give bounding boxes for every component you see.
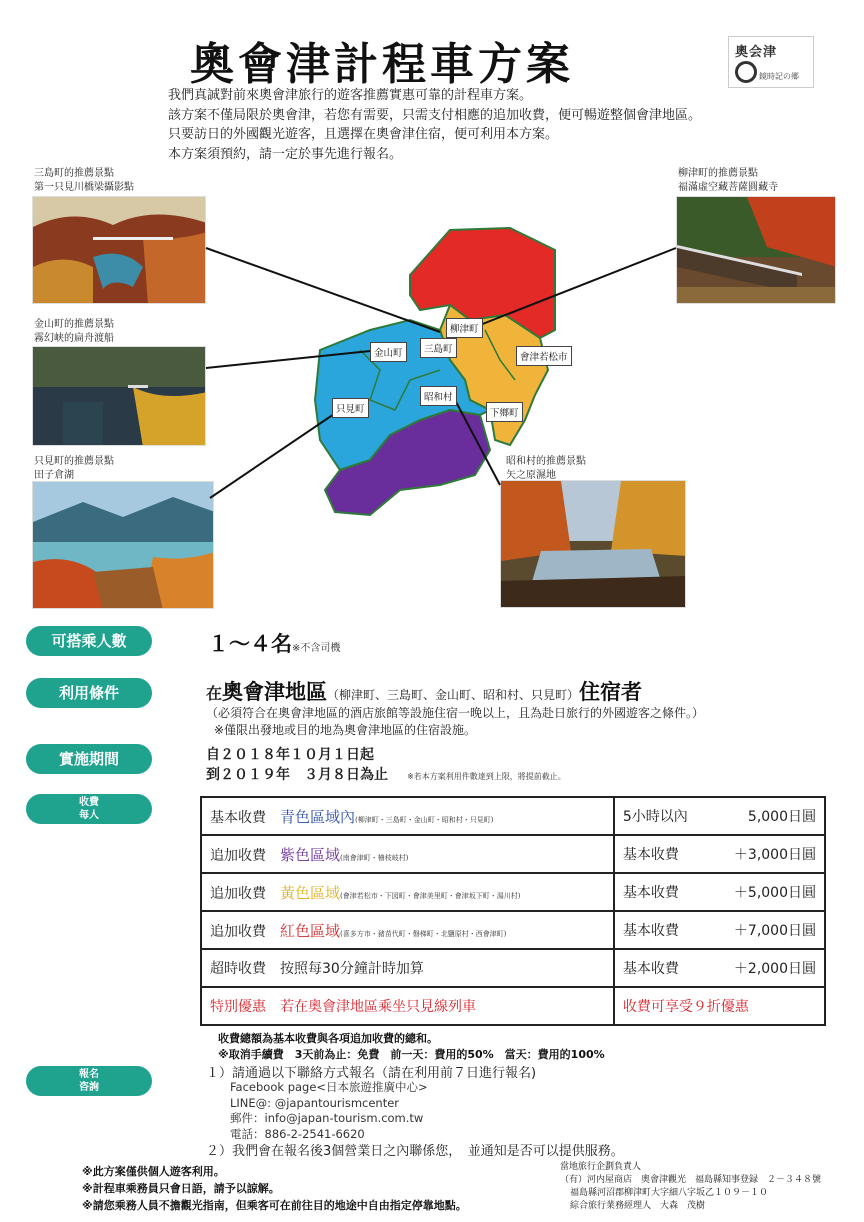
logo-sub: 鏡時記の郷 bbox=[759, 72, 799, 81]
capacity-value: １～４名※不含司機 bbox=[208, 632, 341, 656]
conditions-label-pill: 利用條件 bbox=[26, 678, 152, 708]
map-label-shimogo: 下鄉町 bbox=[486, 402, 523, 422]
intro-line: 我們真誠對前來奧會津旅行的遊客推薦實惠可靠的計程車方案。 bbox=[168, 88, 533, 103]
fee-row-red: 追加收費 紅色區域(喜多方市・豬苗代町・磐梯町・北鹽原村・西會津町) 基本收費 ＋7,000日圓 bbox=[201, 911, 825, 949]
fee-row-overtime: 超時收費 按照每30分鐘計時加算 基本收費 ＋2,000日圓 bbox=[201, 949, 825, 987]
period-from: 自２０１８年１０月１日起 bbox=[206, 747, 374, 763]
spot-label-showa: 昭和村的推薦景點 矢之原濕地 bbox=[506, 456, 586, 481]
fee-row-purple: 追加收費 紫色區域(南會津町・檜枝岐村) 基本收費 ＋3,000日圓 bbox=[201, 835, 825, 873]
page-title: 奧會津計程車方案 bbox=[190, 39, 574, 90]
fee-row-yellow: 追加收費 黃色區域(會津若松市・下図町・會津美里町・會津坂下町・湯川村) 基本收費 ＋5,000日圓 bbox=[201, 873, 825, 911]
period-to-line: 到２０１９年 ３月８日為止 ※若本方案利用件數達到上限，將提前截止。 bbox=[206, 767, 566, 783]
conditions-line3: ※僅限出發地或目的地為奧會津地區的住宿設施。 bbox=[214, 723, 477, 737]
period-label-pill: 實施期間 bbox=[26, 744, 152, 774]
contact-phone: 電話：886-2-2541-6620 bbox=[230, 1126, 365, 1141]
map-label-aizuwakamatsu: 會津若松市 bbox=[516, 346, 572, 366]
conditions-line2: （必須符合在奧會津地區的酒店旅館等設施住宿一晚以上，且為赴日旅行的外國遊客之條件。） bbox=[206, 706, 705, 720]
contact-list bbox=[230, 1080, 428, 1142]
intro-line: 該方案不僅局限於奧會津，若您有需要，只需支付相應的追加收費，便可暢遊整個會津地區。 bbox=[168, 107, 702, 123]
apply-step1: １）請通過以下聯絡方式報名（請在利用前７日進行報名) bbox=[206, 1066, 537, 1081]
map-label-showa: 昭和村 bbox=[420, 386, 457, 406]
fees-label-pill: 收費 每人 bbox=[26, 794, 152, 824]
spot-label-yanaizu: 柳津町的推薦景點 福滿虛空藏菩薩圓藏寺 bbox=[678, 168, 778, 193]
fee-note-2: ※取消手續費 3天前為止：免費 前一天：費用的50% 當天：費用的100% bbox=[218, 1048, 605, 1061]
logo-mark: 奧会津 bbox=[735, 45, 778, 60]
map-label-kaneyama: 金山町 bbox=[370, 342, 407, 362]
spot-label-mishima: 三島町的推薦景點 第一只見川橋梁攝影點 bbox=[34, 168, 134, 193]
map-label-mishima: 三島町 bbox=[420, 338, 457, 358]
fee-row-basic: 基本收費 青色區域內(柳津町・三島町・金山町・昭和村・只見町) 5小時以內 5,000日圓 bbox=[201, 797, 825, 835]
apply-step2: ２）我們會在報名後3個營業日之內聯係您， 並通知是否可以提供服務。 bbox=[206, 1144, 624, 1159]
contact-email: 郵件：info@japan-tourism.com.tw bbox=[230, 1111, 424, 1125]
intro-line: 只要訪日的外國觀光遊客，且選擇在奧會津住宿，便可利用本方案。 bbox=[168, 127, 559, 142]
map-label-tadami: 只見町 bbox=[332, 398, 369, 418]
contact-line: LINE@: @japantourismcenter bbox=[230, 1095, 400, 1110]
fee-table bbox=[200, 796, 826, 1026]
footer-notes: ※此方案僅供個人遊客利用。 ※計程車乘務員只會日語，請予以諒解。 ※請您乘務人員不擔觀光指南，但乘客可在前往目的地途中自由指定停靠地點。 bbox=[82, 1165, 467, 1212]
fee-note-1: 收費總額為基本收費與各項追加收費的總和。 bbox=[218, 1032, 438, 1045]
spot-label-kaneyama: 金山町的推薦景點 霧幻峡的扁舟渡船 bbox=[34, 319, 114, 344]
intro-line: 本方案須預約，請一定於事先進行報名。 bbox=[168, 146, 403, 162]
fee-row-special bbox=[201, 987, 825, 1025]
contact-facebook: Facebook page<日本旅遊推廣中心> bbox=[230, 1080, 428, 1094]
footer-operator: 當地旅行企劃負責人 （有）河内屋商店 奧會津觀光 福島縣知事登録 ２－３４８號 福島縣河沼郡柳津町大字細八字坂乙１０９－１０ 綜合旅行業務經理人 大森 茂樹 bbox=[560, 1162, 822, 1211]
map-label-yanaizu: 柳津町 bbox=[446, 318, 483, 338]
special-offer-left: 特別優惠 若在奧會津地區乘坐只見線列車 bbox=[201, 987, 614, 1025]
apply-label-pill: 報名 咨詢 bbox=[26, 1066, 152, 1096]
conditions-headline: 在奧會津地區（柳津町、三島町、金山町、昭和村、只見町）住宿者 bbox=[206, 680, 643, 704]
spot-label-tadami: 只見町的推薦景點 田子倉湖 bbox=[34, 456, 114, 481]
capacity-label-pill: 可搭乘人數 bbox=[26, 626, 152, 656]
special-offer-right: 收費可享受９折優惠 bbox=[614, 987, 825, 1025]
